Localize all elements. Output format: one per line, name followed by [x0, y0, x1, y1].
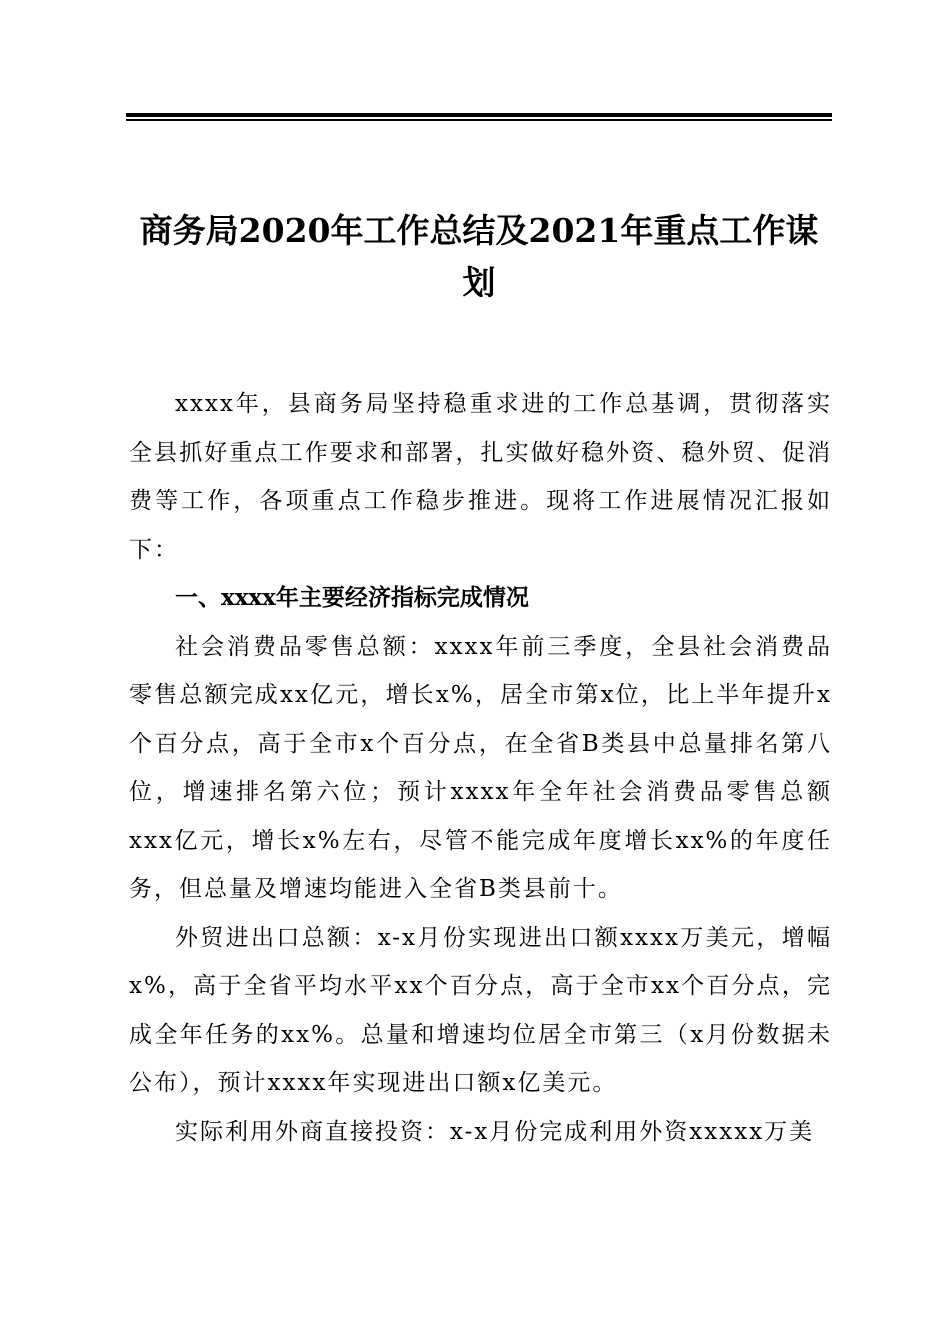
retail-sales-paragraph: 社会消费品零售总额：xxxx年前三季度，全县社会消费品零售总额完成xx亿元，增长x%，居全市第x位，比上半年提升x个百分点，高于全市x个百分点，在全省B类县中总量排名第八位，增速排名第六位；预计xxxx年全年社会消费品零售总额xxx亿元，增长x%左右，尽管不能完成年度增长xx%的年度任务，但总量及增速均能进入全省B类县前十。 [129, 633, 832, 902]
intro-paragraph: xxxx年，县商务局坚持稳重求进的工作总基调，贯彻落实全县抓好重点工作要求和部署，扎实做好稳外资、稳外贸、促消费等工作，各项重点工作稳步推进。现将工作进展情况汇报如下： [129, 391, 832, 563]
header-rule-thick [126, 113, 832, 117]
header-rule-thin [126, 119, 832, 121]
foreign-investment-paragraph: 实际利用外商直接投资：x-x月份完成利用外资xxxxx万美 [175, 1118, 815, 1145]
foreign-trade-paragraph: 外贸进出口总额：x-x月份实现进出口额xxxx万美元，增幅x%，高于全省平均水平xx个百分点，高于全市xx个百分点，完成全年任务的xx%。总量和增速均位居全市第三（x月份数据未公布），预计xxxx年实现进出口额x亿美元。 [129, 924, 832, 1096]
document-title: 商务局2020年工作总结及2021年重点工作谋划 [139, 211, 819, 302]
document-body [129, 380, 832, 1156]
section-heading-1: 一、xxxx年主要经济指标完成情况 [175, 584, 529, 611]
